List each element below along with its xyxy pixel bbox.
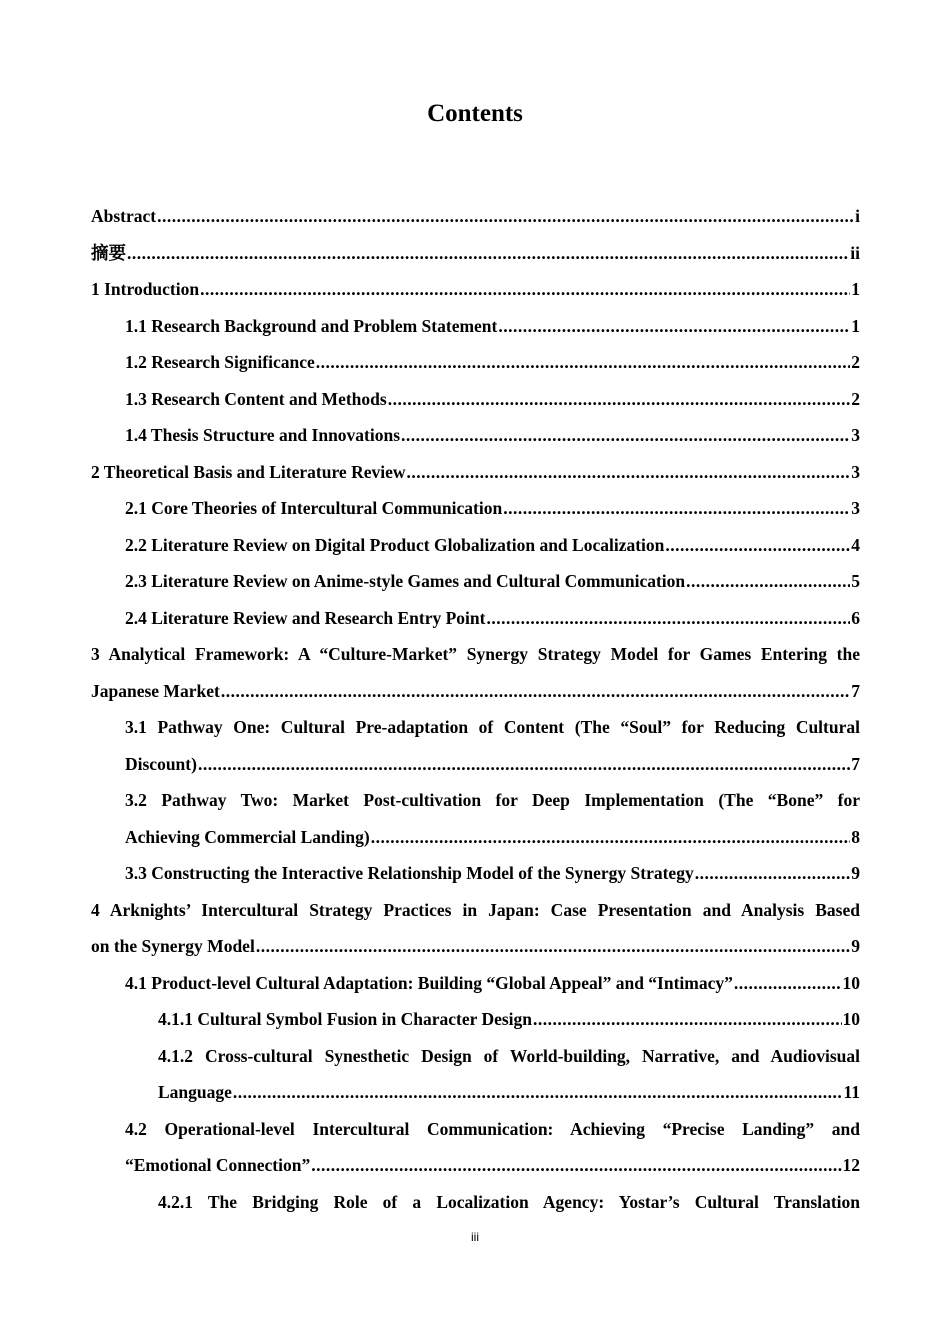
toc-entry-chapter-2[interactable]: [91, 454, 860, 491]
toc-entry-text: 1.2 Research Significance: [125, 352, 315, 372]
toc-entry-text-line1: 4.1.2 Cross-cultural Synesthetic Design of World-building, Narrative, and Audiovisual: [158, 1045, 860, 1066]
toc-page-number: 9: [851, 863, 860, 883]
leader-dots: [734, 965, 842, 1002]
toc-page-number: 9: [851, 936, 860, 956]
toc-entry-text: 2.3 Literature Review on Anime-style Games and Cultural Communication: [125, 571, 686, 591]
toc-entry-4-2[interactable]: [125, 1111, 860, 1184]
toc-entry-text: 1.1 Research Background and Problem Statement: [125, 315, 498, 336]
leader-dots: [487, 600, 851, 637]
toc-entry-text: 2.2 Literature Review on Digital Product Globalization and Localization: [125, 534, 665, 555]
toc-page-number: 11: [843, 1082, 860, 1102]
toc-entry-text-line1: 4.2 Operational-level Intercultural Communication: Achieving “Precise Landing” and: [125, 1118, 860, 1139]
page-number-footer: iii: [471, 1230, 479, 1244]
toc-page-number: 2: [851, 352, 860, 372]
toc-entry-chapter-4[interactable]: [91, 892, 860, 965]
leader-dots: [388, 381, 851, 418]
leader-dots: [695, 855, 851, 892]
toc-entry-text: 2 Theoretical Basis and Literature Review: [91, 461, 406, 482]
toc-entry-text: 2.4 Literature Review and Research Entry Point: [125, 607, 486, 628]
toc-page-number: 3: [851, 425, 860, 445]
leader-dots: [401, 417, 850, 454]
toc-entry-2-3[interactable]: [125, 563, 860, 600]
toc-page-number: 7: [851, 680, 860, 701]
leader-dots: [686, 563, 850, 600]
toc-entry-2-2[interactable]: [125, 527, 860, 564]
toc-entry-text-line1: 4 Arknights’ Intercultural Strategy Practices in Japan: Case Presentation and Analysis Based: [91, 899, 860, 920]
toc-entry-4-1-1[interactable]: [158, 1001, 860, 1038]
toc-entry-text-line1: 4.2.1 The Bridging Role of a Localization Agency: Yostar’s Cultural Translation: [158, 1191, 860, 1212]
toc-entry-1-1[interactable]: [125, 308, 860, 345]
leader-dots: [221, 673, 850, 710]
toc-entry-text: 摘要: [91, 242, 126, 263]
toc-entry-text-line2: on the Synergy Model: [91, 936, 255, 956]
leader-dots: [157, 198, 854, 235]
toc-entry-text-line1: 3.1 Pathway One: Cultural Pre-adaptation of Content (The “Soul” for Reducing Cultural: [125, 717, 860, 737]
leader-dots: [311, 1147, 841, 1184]
page-title: Contents: [427, 100, 523, 127]
leader-dots: [127, 235, 849, 272]
toc-entry-4-1[interactable]: [125, 965, 860, 1002]
toc-entry-3-2[interactable]: [125, 782, 860, 855]
leader-dots: [233, 1074, 843, 1111]
toc-entry-text-line1: 3.2 Pathway Two: Market Post-cultivation for Deep Implementation (The “Bone” for: [125, 790, 860, 810]
toc-entry-text-line2: “Emotional Connection”: [125, 1155, 311, 1175]
toc-entry-text: 3.3 Constructing the Interactive Relationship Model of the Synergy Strategy: [125, 863, 694, 883]
toc-page-number: 8: [851, 826, 860, 847]
toc-page-number: 3: [851, 461, 860, 482]
toc-page-number: 10: [842, 972, 860, 993]
toc-page-number: 3: [851, 498, 860, 518]
leader-dots: [498, 308, 850, 345]
toc-entry-text-line2: Achieving Commercial Landing): [125, 826, 370, 847]
toc-entry-text: 1.3 Research Content and Methods: [125, 388, 387, 409]
leader-dots: [371, 819, 851, 856]
toc-entry-4-2-1[interactable]: [158, 1184, 860, 1221]
toc-entry-text: 4.1.1 Cultural Symbol Fusion in Character Design: [158, 1009, 533, 1029]
toc-entry-abstract[interactable]: [91, 198, 860, 235]
toc-page-number: 5: [851, 571, 860, 591]
leader-dots: [533, 1001, 841, 1038]
toc-entry-text-line2: Japanese Market: [91, 680, 220, 701]
toc-entry-1-2[interactable]: [125, 344, 860, 381]
toc-entry-3-3[interactable]: [125, 855, 860, 892]
toc-page-number: 2: [851, 388, 860, 409]
leader-dots: [200, 271, 850, 308]
toc-entry-text-line2: Discount): [125, 753, 197, 774]
toc-entry-chapter-3[interactable]: [91, 636, 860, 709]
toc-page-number: 12: [842, 1155, 860, 1175]
toc-page-number: 10: [842, 1009, 860, 1029]
toc-entry-chapter-1[interactable]: [91, 271, 860, 308]
leader-dots: [198, 746, 850, 783]
leader-dots: [407, 454, 851, 491]
toc-page-number: i: [855, 206, 860, 226]
leader-dots: [256, 928, 850, 965]
toc-entry-2-4[interactable]: [125, 600, 860, 637]
toc-entry-3-1[interactable]: [125, 709, 860, 782]
toc-page-number: ii: [850, 242, 860, 263]
leader-dots: [503, 490, 850, 527]
toc-entry-text-line2: Language: [158, 1082, 232, 1102]
leader-dots: [665, 527, 850, 564]
toc-entry-chinese-abstract[interactable]: [91, 235, 860, 272]
toc-entry-text: 2.1 Core Theories of Intercultural Communication: [125, 498, 503, 518]
toc-page-number: 1: [851, 279, 860, 299]
toc-entry-1-3[interactable]: [125, 381, 860, 418]
toc-entry-text: 1.4 Thesis Structure and Innovations: [125, 425, 401, 445]
toc-entry-4-1-2[interactable]: [158, 1038, 860, 1111]
toc-entry-text: 1 Introduction: [91, 279, 200, 299]
toc-entry-text: 4.1 Product-level Cultural Adaptation: Building “Global Appeal” and “Intimacy”: [125, 972, 733, 993]
toc-entry-2-1[interactable]: [125, 490, 860, 527]
toc-entry-text-line1: 3 Analytical Framework: A “Culture-Market” Synergy Strategy Model for Games Entering the: [91, 644, 860, 664]
toc-page-number: 7: [851, 753, 860, 774]
toc-page-number: 6: [851, 607, 860, 628]
toc-entry-1-4[interactable]: [125, 417, 860, 454]
toc-entry-text: Abstract: [91, 206, 157, 226]
table-of-contents: [91, 198, 860, 1220]
leader-dots: [316, 344, 851, 381]
toc-page-number: 1: [851, 315, 860, 336]
toc-page-number: 4: [851, 534, 860, 555]
